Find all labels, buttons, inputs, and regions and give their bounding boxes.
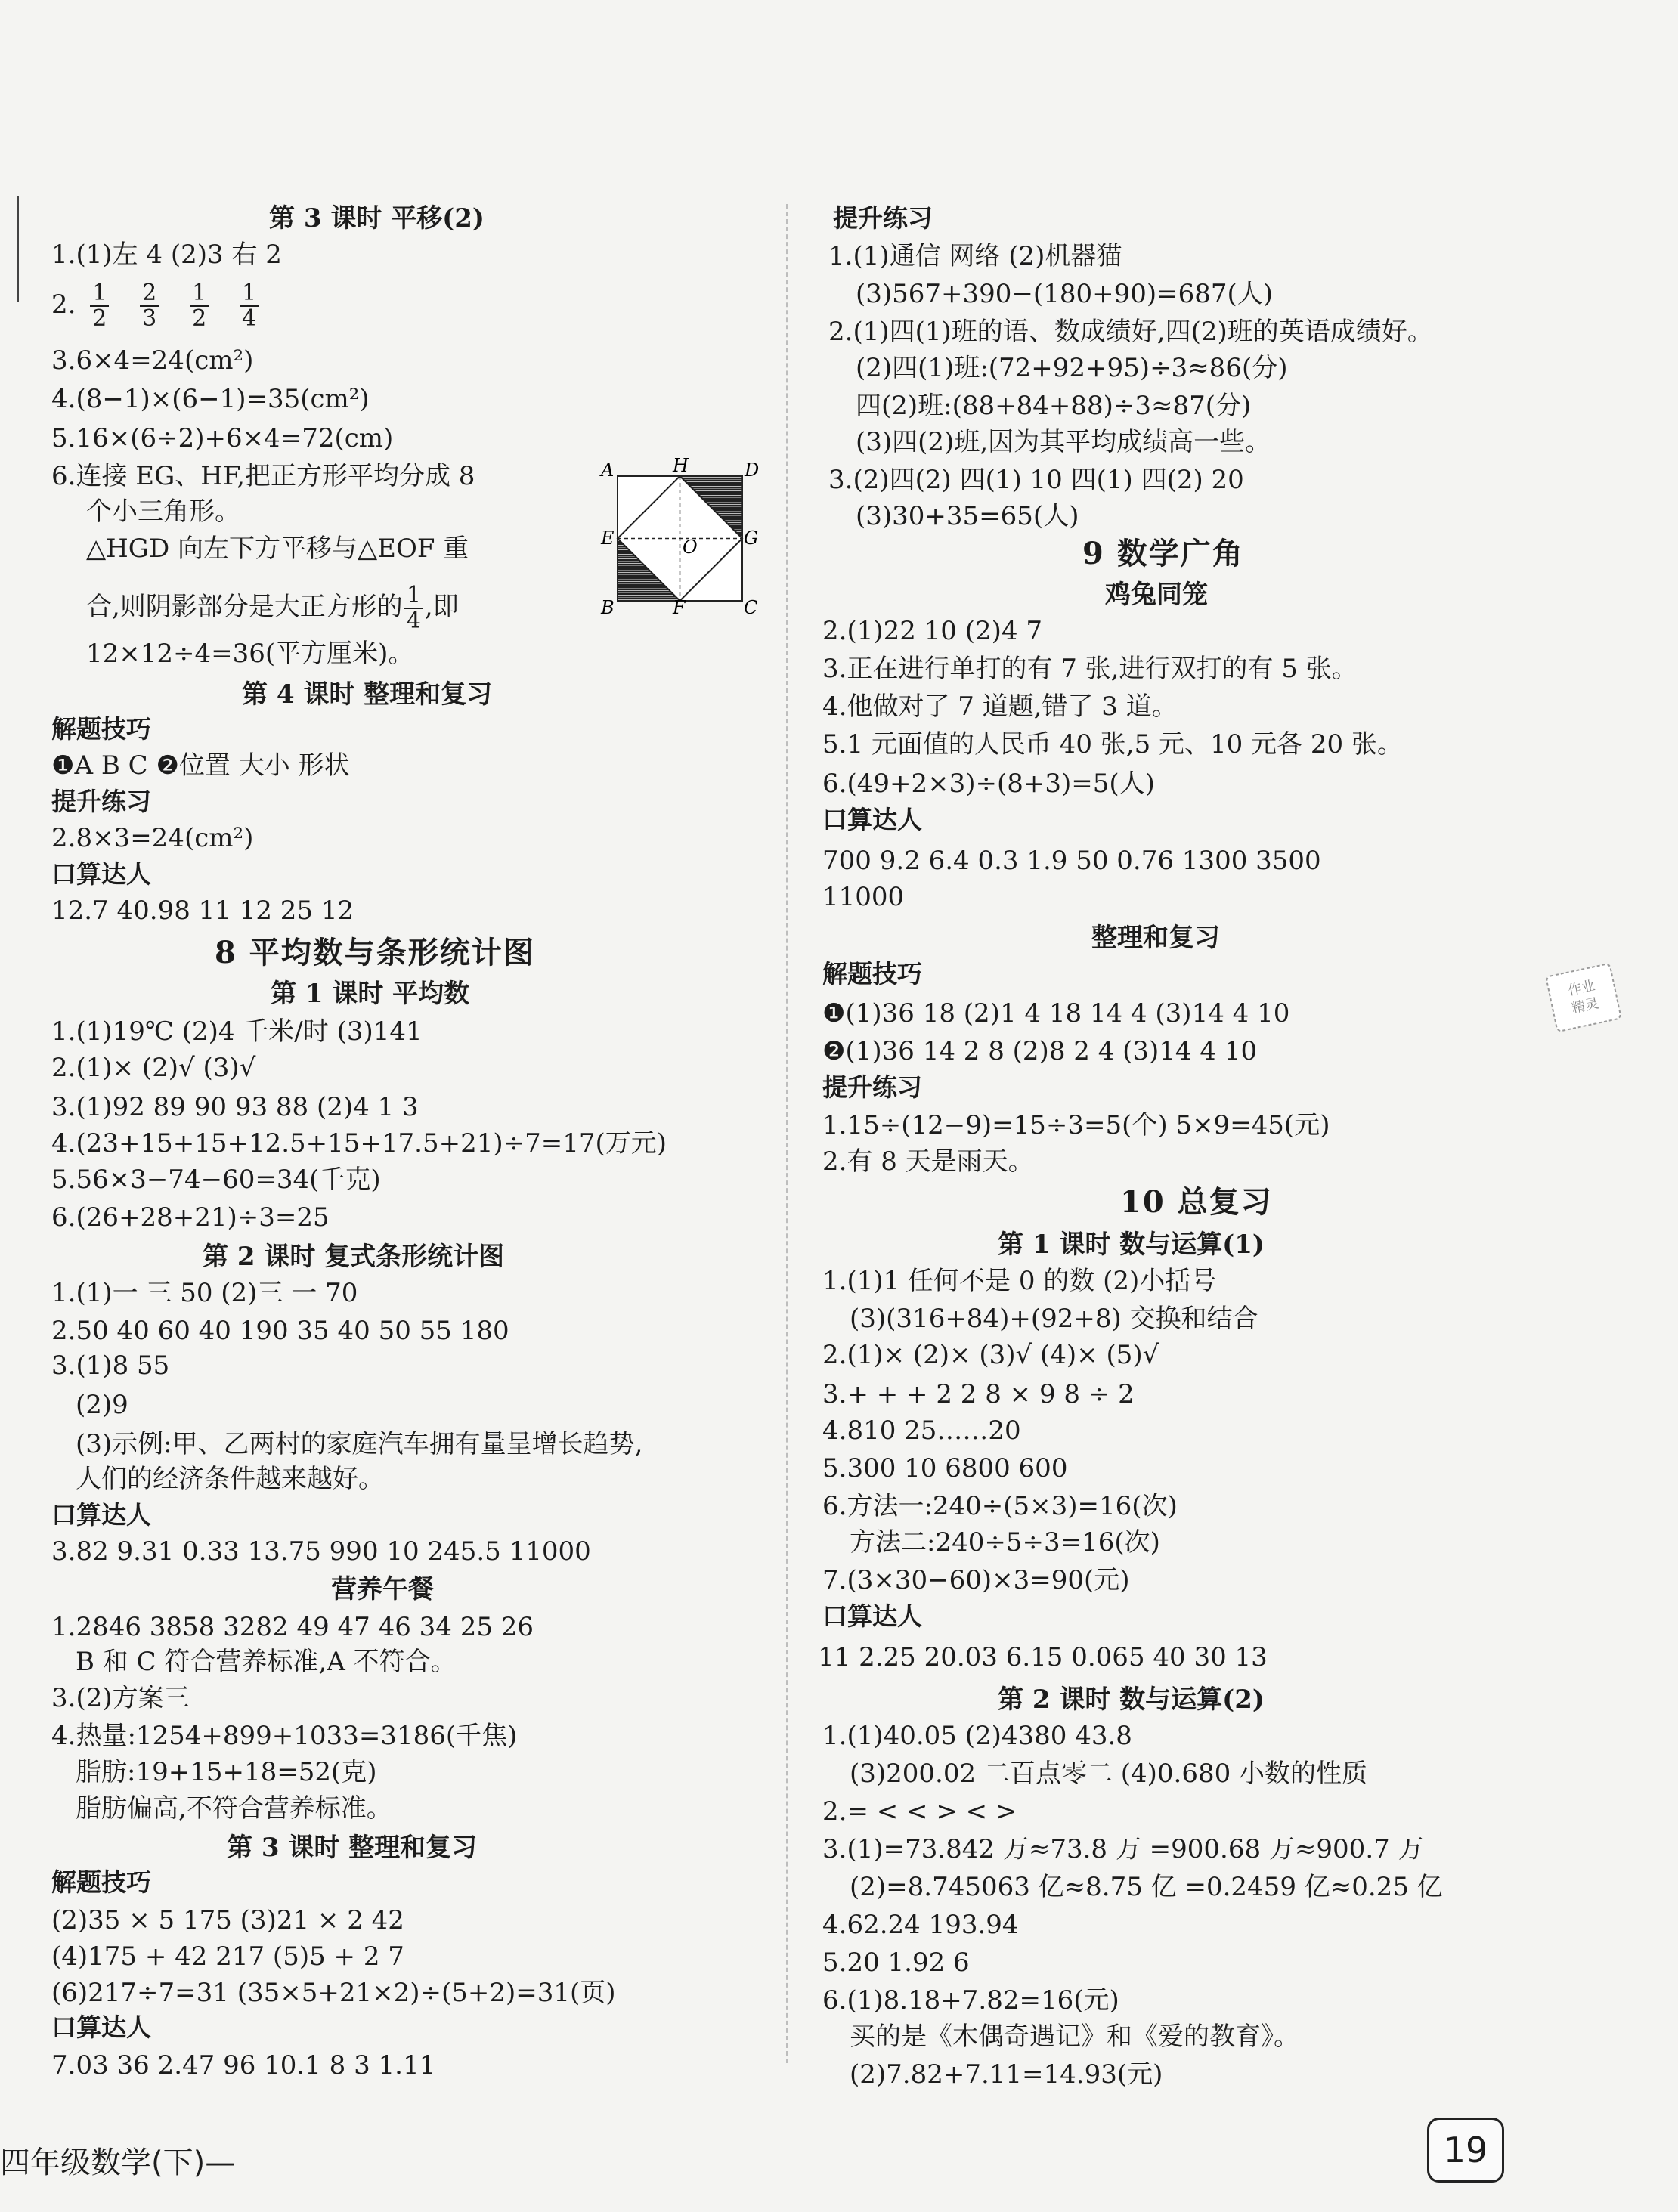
answer-line: (3)567+390−(180+90)=687(人) — [856, 279, 1274, 309]
answer-line: (2)35 × 5 175 (3)21 × 2 42 — [51, 1905, 404, 1935]
fraction: $\frac{1}{4}$ — [240, 281, 259, 331]
answer-line: (2)7.82+7.11=14.93(元) — [850, 2059, 1163, 2090]
answer-line: 3.(1)8 55 — [51, 1350, 170, 1381]
column-divider — [786, 204, 788, 2063]
answer-line: 6.(26+28+21)÷3=25 — [51, 1202, 330, 1233]
answer-number: 2. — [51, 289, 76, 320]
answer-line: 合,则阴影部分是大正方形的 $\frac{1}{4}$ ,即 — [86, 582, 459, 634]
lesson-title: 第 2 课时 复式条形统计图 — [203, 1242, 505, 1272]
answer-line: 2.50 40 60 40 190 35 40 50 55 180 — [51, 1316, 509, 1346]
answer-line: 4.他做对了 7 道题,错了 3 道。 — [822, 691, 1178, 722]
answer-line: 个小三角形。 — [86, 497, 240, 527]
unit-title: 8 平均数与条形统计图 — [215, 935, 535, 970]
answer-line: 2.有 8 天是雨天。 — [822, 1146, 1034, 1177]
answer-line: (4)175 + 42 217 (5)5 + 2 7 — [51, 1941, 404, 1972]
label-h: H — [673, 455, 689, 476]
fraction: $\frac{2}{3}$ — [140, 281, 159, 331]
lesson-title: 第 3 课时 整理和复习 — [227, 1833, 478, 1863]
answer-line: 2.(1)四(1)班的语、数成绩好,四(2)班的英语成绩好。 — [828, 317, 1433, 347]
answer-line: 3.(2)四(2) 四(1) 10 四(1) 四(2) 20 — [828, 465, 1244, 495]
label-o: O — [683, 537, 698, 558]
answer-line: 1.(1)一 三 50 (2)三 一 70 — [51, 1278, 358, 1308]
label-a: A — [601, 459, 615, 481]
answer-line: 4.810 25……20 — [822, 1415, 1021, 1446]
answer-line: (2)=8.745063 亿≈8.75 亿 =0.2459 亿≈0.25 亿 — [850, 1872, 1443, 1902]
section-heading: 解题技巧 — [822, 959, 922, 988]
answer-line: 3.(1)=73.842 万≈73.8 万 =900.68 万≈900.7 万 — [822, 1834, 1424, 1864]
answer-line: (6)217÷7=31 (35×5+21×2)÷(5+2)=31(页) — [51, 1978, 616, 2008]
section-heading: 提升练习 — [51, 787, 151, 816]
answer-line: 1.(1)左 4 (2)3 右 2 — [51, 240, 282, 270]
answer-line: 2.= < < > < > — [822, 1796, 1017, 1827]
answer-line: 1.(1)1 任何不是 0 的数 (2)小括号 — [822, 1266, 1217, 1296]
section-heading: 口算达人 — [822, 805, 922, 834]
page-edge-mark — [17, 196, 19, 302]
svg-text:作业: 作业 — [1566, 977, 1597, 999]
answer-line: 2.(1)22 10 (2)4 7 — [822, 616, 1042, 646]
lesson-title: 营养午餐 — [331, 1574, 434, 1604]
answer-fractions — [51, 281, 275, 331]
section-heading: 口算达人 — [822, 1601, 922, 1631]
stamp-logo — [1542, 956, 1625, 1039]
lesson-title: 第 2 课时 数与运算(2) — [998, 1685, 1265, 1715]
answer-line: 12×12÷4=36(平方厘米)。 — [86, 639, 414, 669]
answer-line: 3.(1)92 89 90 93 88 (2)4 1 3 — [51, 1092, 419, 1122]
lesson-title: 第 1 课时 数与运算(1) — [998, 1230, 1265, 1260]
answer-line: (3)200.02 二百点零二 (4)0.680 小数的性质 — [850, 1759, 1368, 1789]
answer-line: (3)示例:甲、乙两村的家庭汽车拥有量呈增长趋势, — [76, 1429, 643, 1459]
unit-title: 9 数学广角 — [1082, 536, 1244, 571]
section-heading: 口算达人 — [51, 859, 151, 889]
square-diagram — [601, 455, 760, 618]
answer-line: 4.(8−1)×(6−1)=35(cm²) — [51, 384, 370, 414]
answer-line: 3.82 9.31 0.33 13.75 990 10 245.5 11000 — [51, 1536, 591, 1567]
answer-line: 6.(49+2×3)÷(8+3)=5(人) — [822, 769, 1155, 799]
lesson-title: 整理和复习 — [1091, 923, 1220, 953]
section-heading: 口算达人 — [51, 2012, 151, 2042]
answer-line: 3.正在进行单打的有 7 张,进行双打的有 5 张。 — [822, 654, 1358, 684]
answer-line: 6.(1)8.18+7.82=16(元) — [822, 1985, 1119, 2016]
svg-text:精灵: 精灵 — [1570, 995, 1601, 1017]
answer-line: 2.(1)× (2)× (3)√ (4)× (5)√ — [822, 1340, 1159, 1370]
answer-line: ❶(1)36 18 (2)1 4 18 14 4 (3)14 4 10 — [822, 998, 1290, 1029]
label-g: G — [744, 527, 759, 549]
answer-line: 1.2846 3858 3282 49 47 46 34 25 26 — [51, 1612, 534, 1642]
answer-line: 1.(1)通信 网络 (2)机器猫 — [828, 241, 1122, 271]
answer-line: 2.8×3=24(cm²) — [51, 823, 254, 853]
answer-line: 12.7 40.98 11 12 25 12 — [51, 896, 354, 926]
fraction: $\frac{1}{2}$ — [90, 281, 109, 331]
answer-line: 5.16×(6÷2)+6×4=72(cm) — [51, 423, 394, 453]
answer-line: 2.(1)× (2)√ (3)√ — [51, 1053, 256, 1083]
answer-line: (3)(316+84)+(92+8) 交换和结合 — [850, 1304, 1258, 1334]
answer-line: 1.(1)40.05 (2)4380 43.8 — [822, 1721, 1132, 1751]
fraction: $\frac{1}{2}$ — [190, 281, 209, 331]
section-heading: 口算达人 — [51, 1500, 151, 1530]
lesson-title: 鸡兔同笼 — [1105, 580, 1208, 610]
answer-line: 1.(1)19℃ (2)4 千米/时 (3)141 — [51, 1016, 423, 1047]
lesson-title: 第 1 课时 平均数 — [271, 979, 470, 1009]
answer-line: 买的是《木偶奇遇记》和《爱的教育》。 — [850, 2022, 1299, 2052]
answer-line: ❷(1)36 14 2 8 (2)8 2 4 (3)14 4 10 — [822, 1036, 1258, 1066]
page-number: 19 — [1427, 2118, 1504, 2183]
answer-line: 700 9.2 6.4 0.3 1.9 50 0.76 1300 3500 — [822, 846, 1321, 876]
answer-line: △HGD 向左下方平移与△EOF 重 — [86, 534, 469, 564]
answer-line: (2)四(1)班:(72+92+95)÷3≈86(分) — [856, 353, 1288, 383]
unit-title: 10 总复习 — [1120, 1184, 1273, 1220]
answer-line: 5.56×3−74−60=34(千克) — [51, 1165, 381, 1195]
answer-line: 11000 — [822, 882, 905, 912]
answer-line: 1.15÷(12−9)=15÷3=5(个) 5×9=45(元) — [822, 1110, 1330, 1140]
answer-line: (3)30+35=65(人) — [856, 501, 1079, 531]
answer-line: 3.+ + + 2 2 8 × 9 8 ÷ 2 — [822, 1379, 1135, 1409]
answer-line: 6.连接 EG、HF,把正方形平均分成 8 — [51, 461, 475, 491]
label-d: D — [745, 459, 760, 481]
answer-line: 4.62.24 193.94 — [822, 1910, 1019, 1940]
answer-line: 四(2)班:(88+84+88)÷3≈87(分) — [856, 391, 1252, 421]
answer-line: 脂肪:19+15+18=52(克) — [76, 1757, 377, 1787]
answer-line: 6.方法一:240÷(5×3)=16(次) — [822, 1491, 1178, 1521]
answer-line: 5.300 10 6800 600 — [822, 1453, 1068, 1483]
answer-line: 4.(23+15+15+12.5+15+17.5+21)÷7=17(万元) — [51, 1128, 667, 1159]
answer-line: 5.1 元面值的人民币 40 张,5 元、10 元各 20 张。 — [822, 729, 1403, 760]
answer-line: 5.20 1.92 6 — [822, 1947, 970, 1978]
answer-line: 人们的经济条件越来越好。 — [76, 1464, 384, 1494]
answer-line: ❶A B C ❷位置 大小 形状 — [51, 750, 350, 781]
label-e: E — [601, 527, 615, 549]
footer-book-title: 四年级数学(下)— — [0, 2145, 236, 2180]
answer-line: 4.热量:1254+899+1033=3186(千焦) — [51, 1721, 518, 1751]
answer-line: 11 2.25 20.03 6.15 0.065 40 30 13 — [818, 1642, 1268, 1672]
answer-line: 3.6×4=24(cm²) — [51, 345, 254, 376]
lesson-title: 第 4 课时 整理和复习 — [242, 679, 493, 710]
fraction: $\frac{1}{4}$ — [404, 583, 423, 633]
label-b: B — [601, 597, 615, 618]
section-heading: 解题技巧 — [51, 714, 151, 744]
answer-line: B 和 C 符合营养标准,A 不符合。 — [76, 1647, 457, 1677]
section-heading: 提升练习 — [822, 1072, 922, 1102]
section-heading: 提升练习 — [833, 203, 933, 233]
answer-line: 7.03 36 2.47 96 10.1 8 3 1.11 — [51, 2050, 436, 2081]
answer-line: 脂肪偏高,不符合营养标准。 — [76, 1793, 392, 1824]
section-heading: 解题技巧 — [51, 1867, 151, 1897]
answer-line: 3.(2)方案三 — [51, 1683, 190, 1713]
answer-line: 方法二:240÷5÷3=16(次) — [850, 1527, 1160, 1558]
label-f: F — [673, 597, 686, 618]
label-c: C — [744, 597, 758, 618]
lesson-title: 第 3 课时 平移(2) — [269, 203, 485, 234]
answer-line: (3)四(2)班,因为其平均成绩高一些。 — [856, 427, 1271, 457]
answer-line: 7.(3×30−60)×3=90(元) — [822, 1565, 1130, 1595]
answer-line: (2)9 — [76, 1390, 128, 1420]
